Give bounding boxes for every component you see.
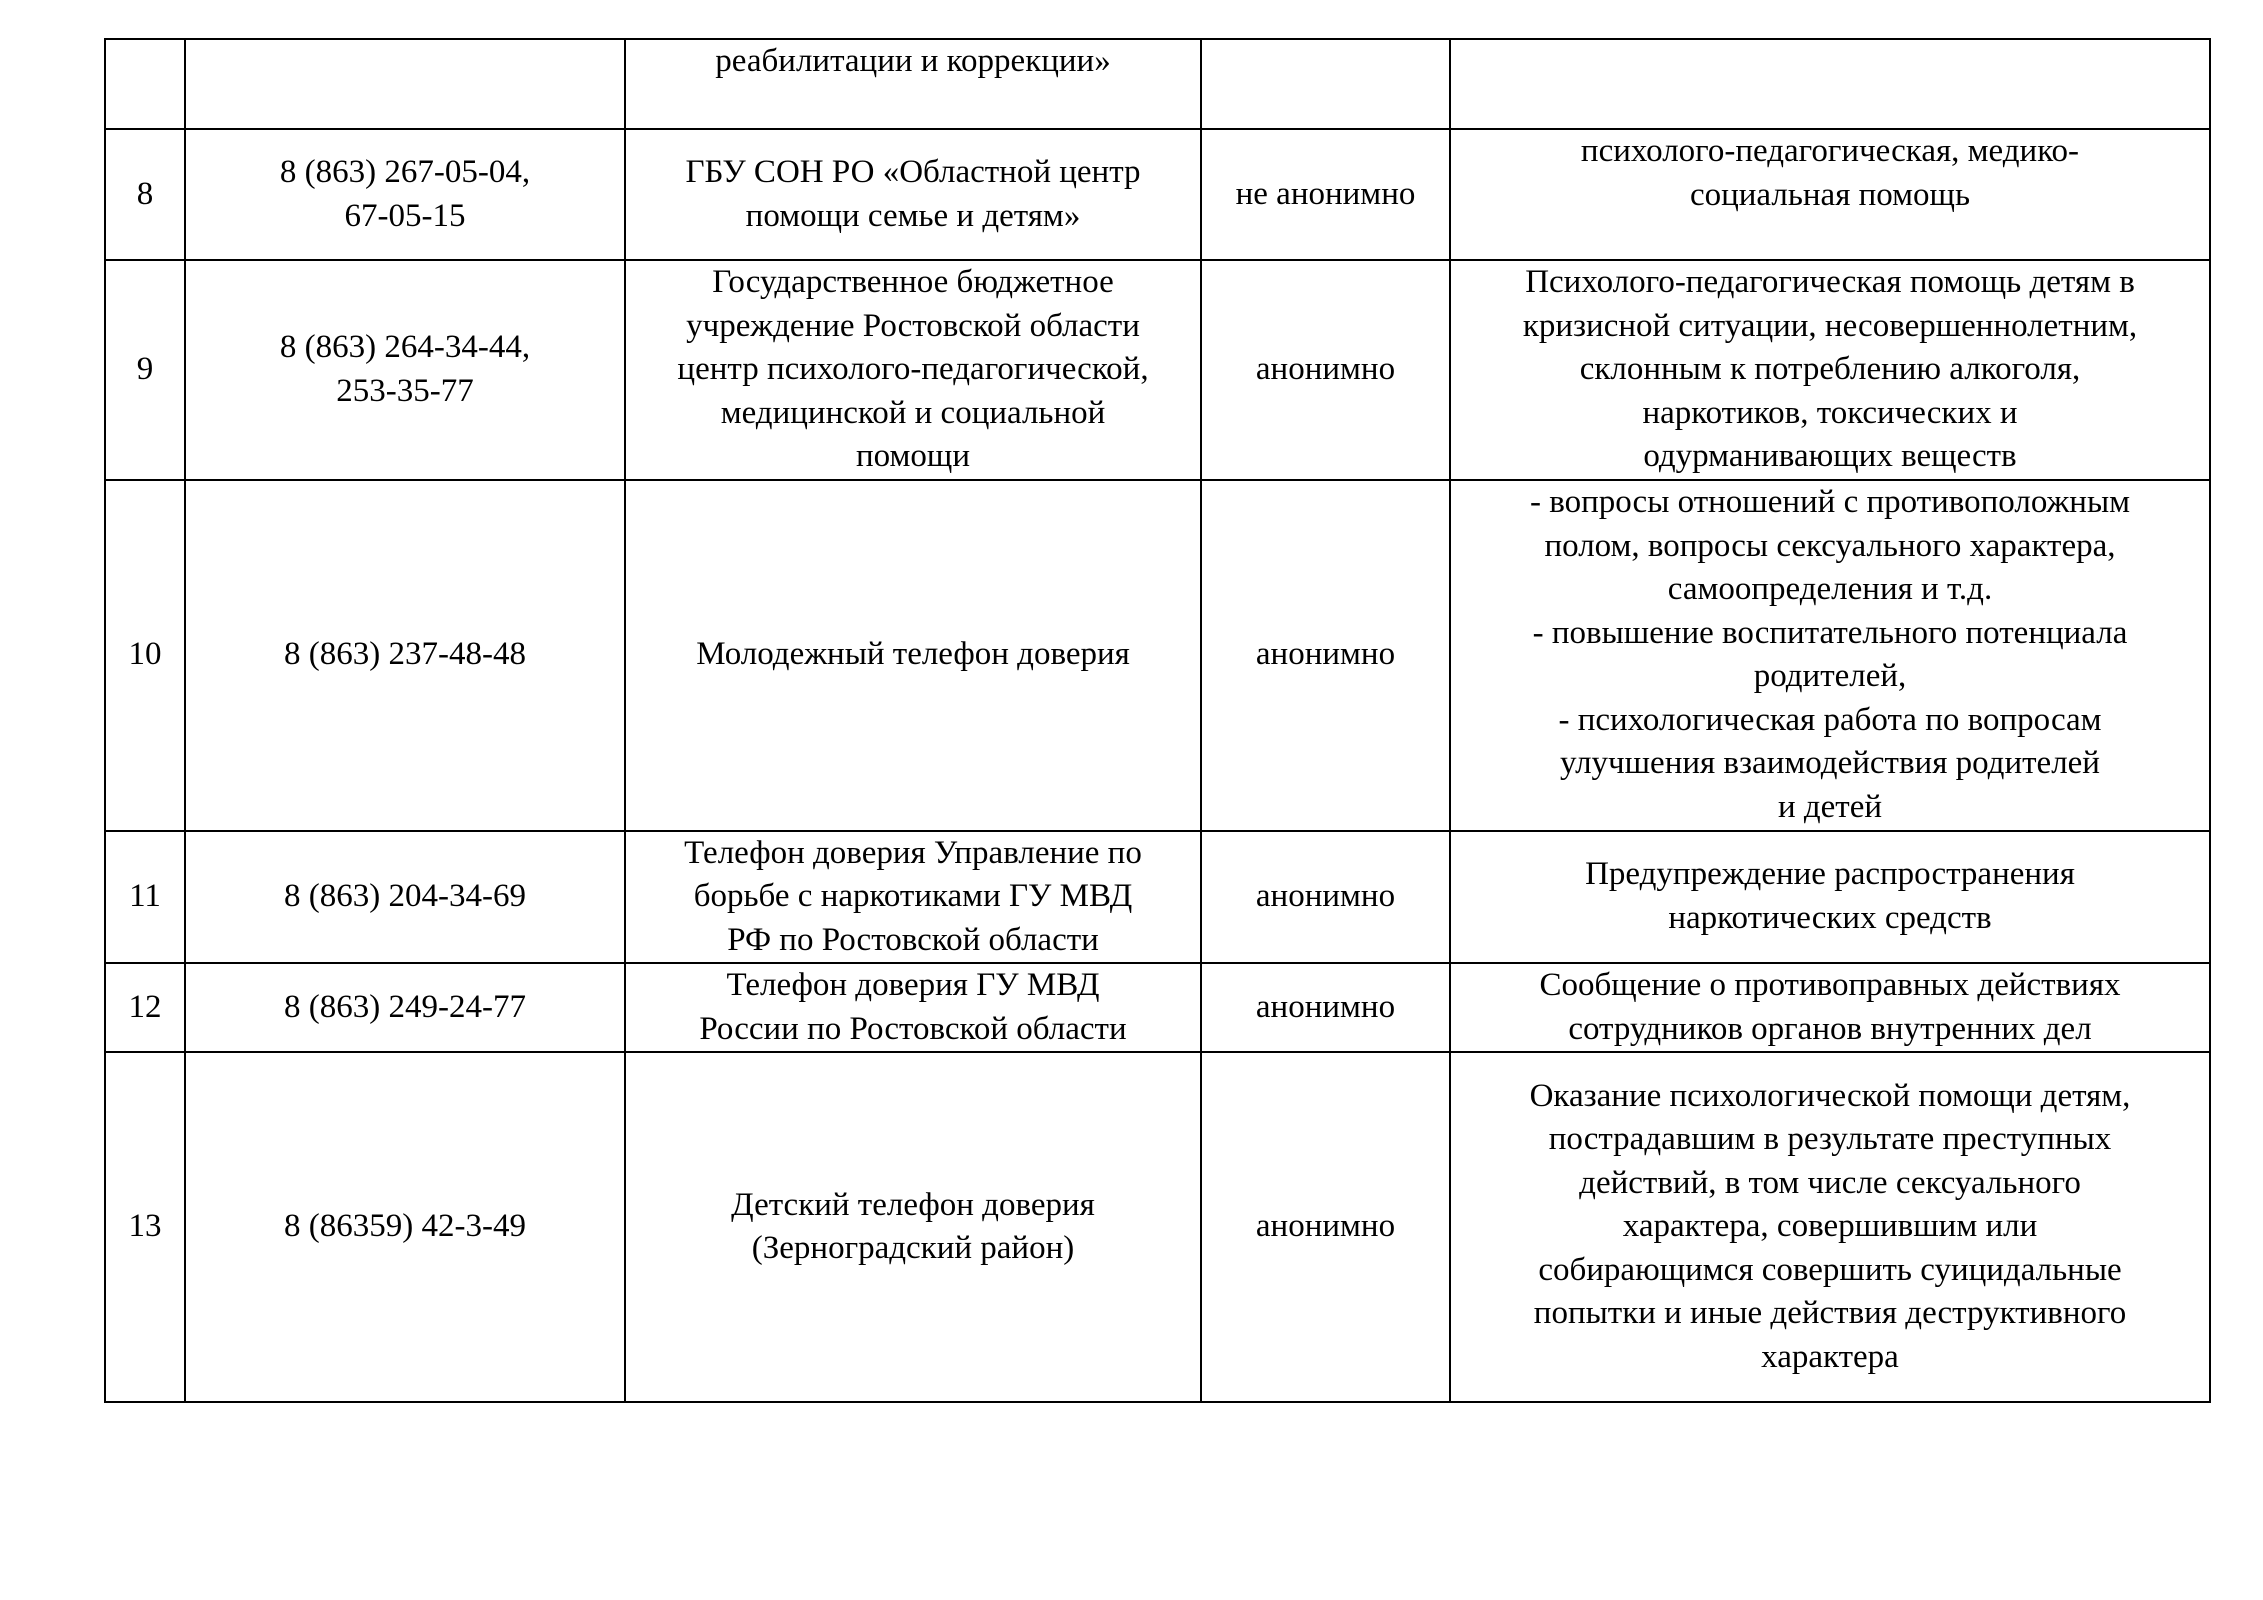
description-cell (1450, 963, 2210, 1052)
phone-number: 8 (86359) 42-3-49 (284, 1208, 526, 1245)
help-description: - вопросы отношений с противоположным полом, вопросы сексуального характера, самоопределения и т.д. - повышение воспитательного потенциала родителей, - психологическая работа по вопросам улучшения взаимодействия родителей и детей (1529, 484, 2131, 825)
anonymity-status: анонимно (1255, 878, 1396, 914)
phone-number: 8 (863) 264-34-44, 253-35-77 (279, 329, 531, 409)
anonymity-status: не анонимно (1235, 175, 1416, 212)
anonymity-cell (1201, 260, 1450, 480)
phone-cell (185, 1052, 625, 1402)
phone-cell (185, 260, 625, 480)
description-cell (1450, 480, 2210, 831)
description-cell (1450, 39, 2210, 129)
organization-name: Детский телефон доверия (Зерноградский район) (731, 1186, 1095, 1266)
table-row (105, 1052, 2210, 1402)
organization-cell (625, 39, 1201, 129)
row-number: 13 (128, 1208, 162, 1245)
anonymity-status: анонимно (1255, 988, 1396, 1025)
organization-name: реабилитации и коррекции» (715, 43, 1111, 79)
row-number: 10 (128, 636, 162, 673)
phone-cell (185, 963, 625, 1052)
row-number: 11 (129, 878, 161, 914)
phone-cell (185, 480, 625, 831)
row-number-cell (105, 963, 185, 1052)
phone-number: 8 (863) 249-24-77 (284, 988, 526, 1025)
row-number: 8 (136, 175, 154, 212)
row-number-cell (105, 260, 185, 480)
phone-cell (185, 39, 625, 129)
organization-name: Телефон доверия Управление по борьбе с наркотиками ГУ МВД РФ по Ростовской области (684, 834, 1142, 958)
anonymity-cell (1201, 129, 1450, 260)
row-number-cell (105, 129, 185, 260)
phone-cell (185, 831, 625, 964)
anonymity-cell (1201, 39, 1450, 129)
phone-number: 8 (863) 267-05-04, 67-05-15 (279, 154, 531, 234)
anonymity-status: анонимно (1255, 351, 1396, 387)
description-cell (1450, 129, 2210, 260)
table-row (105, 480, 2210, 831)
row-number-cell (105, 480, 185, 831)
description-cell (1450, 260, 2210, 480)
anonymity-cell (1201, 963, 1450, 1052)
table-row (105, 129, 2210, 260)
description-cell (1450, 831, 2210, 964)
organization-cell (625, 129, 1201, 260)
organization-cell (625, 260, 1201, 480)
anonymity-cell (1201, 1052, 1450, 1402)
description-cell (1450, 1052, 2210, 1402)
table-row (105, 39, 2210, 129)
phone-number: 8 (863) 237-48-48 (284, 636, 526, 673)
table-row (105, 260, 2210, 480)
help-description: психолого-педагогическая, медико- социальная помощь (1580, 133, 2080, 213)
organization-cell (625, 963, 1201, 1052)
organization-name: Государственное бюджетное учреждение Ростовской области центр психолого-педагогической, медицинской и социальной помощи (677, 264, 1149, 474)
phone-cell (185, 129, 625, 260)
row-number: 9 (136, 351, 154, 387)
row-number-cell (105, 831, 185, 964)
help-description: Предупреждение распространения наркотических средств (1585, 856, 2075, 936)
hotline-table (104, 38, 2211, 1403)
row-number-cell (105, 1052, 185, 1402)
organization-name: Молодежный телефон доверия (696, 636, 1130, 673)
organization-cell (625, 480, 1201, 831)
help-description: Психолого-педагогическая помощь детям в кризисной ситуации, несовершеннолетним, склонным к потреблению алкоголя, наркотиков, токсических и одурманивающих веществ (1522, 264, 2138, 474)
table-row (105, 831, 2210, 964)
help-description: Сообщение о противоправных действиях сотрудников органов внутренних дел (1539, 967, 2121, 1047)
anonymity-status: анонимно (1255, 1208, 1396, 1245)
organization-name: Телефон доверия ГУ МВД России по Ростовской области (699, 967, 1127, 1047)
anonymity-cell (1201, 831, 1450, 964)
help-description: Оказание психологической помощи детям, пострадавшим в результате преступных действий, в том числе сексуального характера, совершившим или собирающимся совершить суицидальные попытки и иные действия деструктивного характера (1529, 1077, 2131, 1375)
row-number: 12 (128, 988, 162, 1025)
anonymity-status: анонимно (1255, 636, 1396, 673)
row-number-cell (105, 39, 185, 129)
organization-cell (625, 1052, 1201, 1402)
table-row (105, 963, 2210, 1052)
organization-cell (625, 831, 1201, 964)
anonymity-cell (1201, 480, 1450, 831)
phone-number: 8 (863) 204-34-69 (284, 878, 526, 914)
organization-name: ГБУ СОН РО «Областной центр помощи семье и детям» (685, 154, 1141, 234)
